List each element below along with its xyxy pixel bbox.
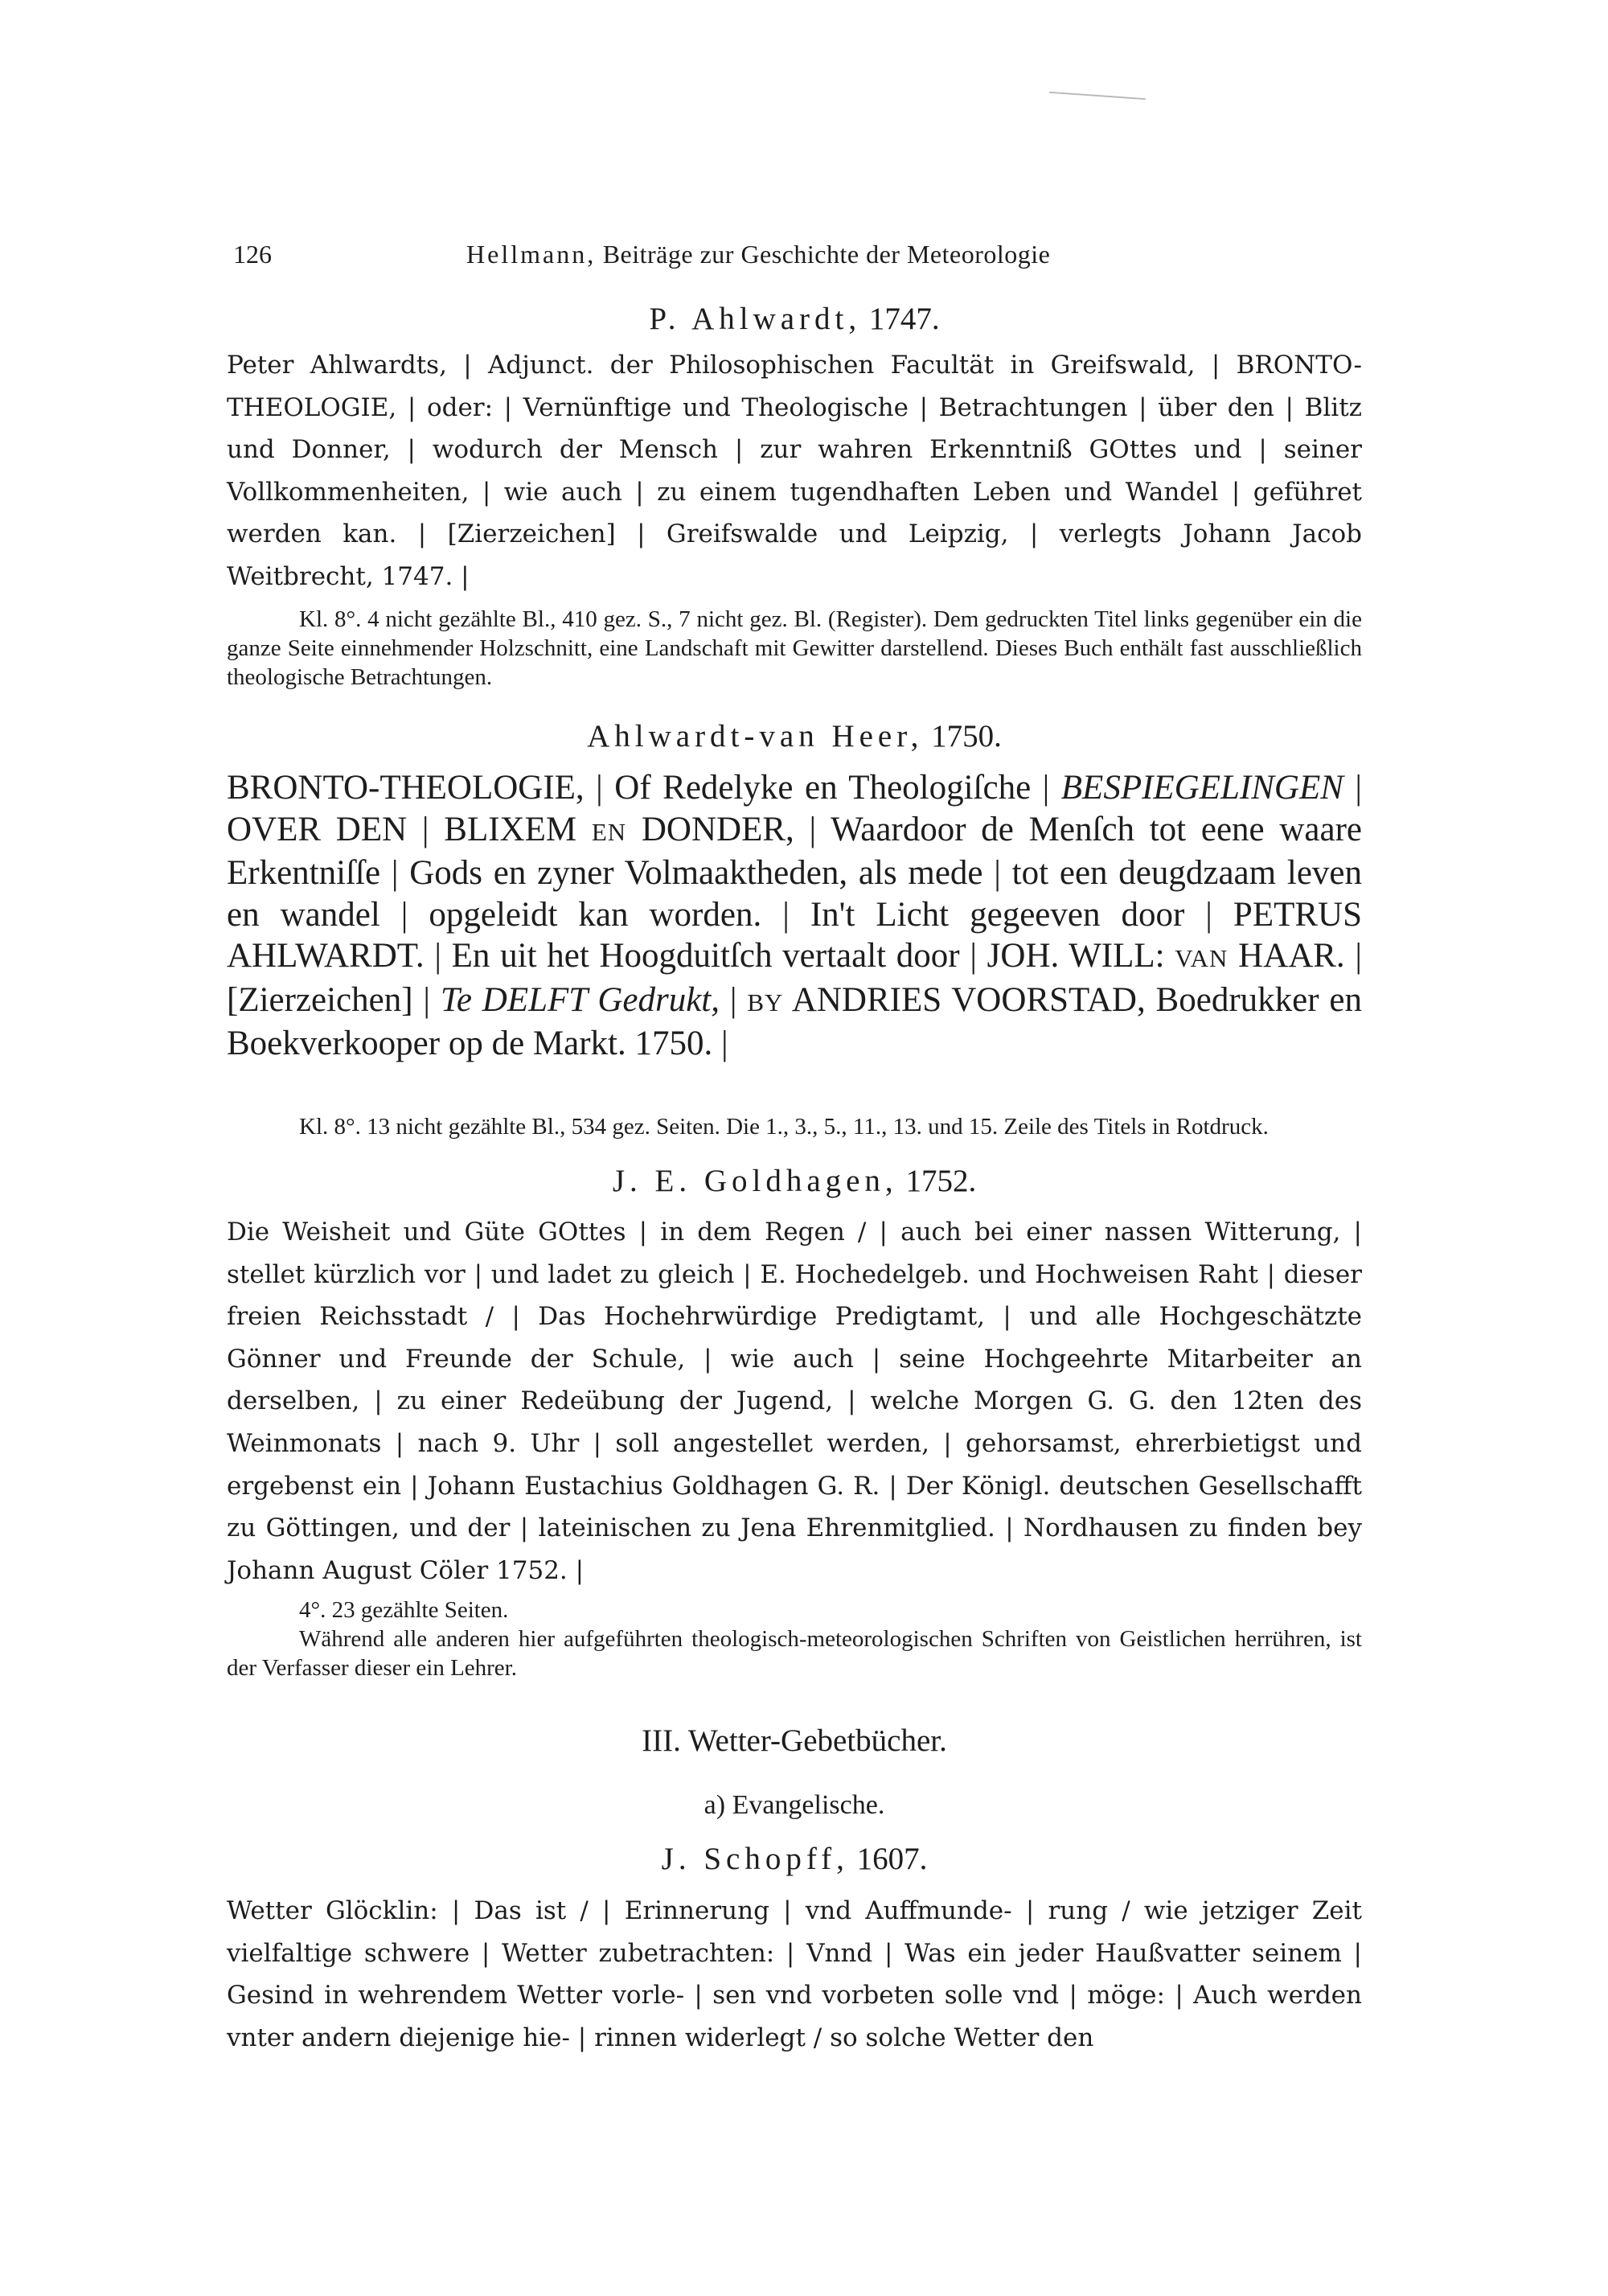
entry-title: [227, 767, 1362, 1065]
section-numeral: III.: [642, 1723, 681, 1758]
entry-title: Die Weisheit und Güte GOttes | in dem Regen / | auch bei einer nassen Witterung, | stellet kürzlich vor | und ladet zu gleich | E. Hochedelgeb. und Hochweisen Raht | dieser freien Reichsstadt / | Das Hochehrwürdige Predigtamt, | und alle Hochgeschätzte Gönner und Freunde der Schule, | wie auch | seine Hochgeehrte Mitarbeiter an derselben, | zu einer Redeübung der Jugend, | welche Morgen G. G. den 12ten des Weinmonats | nach 9. Uhr | soll angestellet werden, | gehorsamst, ehrerbietigst und ergebenst ein | Johann Eustachius Goldhagen G. R. | Der Königl. deutschen Gesellschafft zu Göttingen, und der | lateinischen zu Jena Ehrenmitglied. | Nordhausen zu finden bey Johann August Cöler 1752. |: [227, 1218, 1362, 1585]
entry-note: Während alle anderen hier aufgeführten theologisch-meteorologischen Schriften von Geistlichen herrühren, ist der Verfasser dieser ein Lehrer.: [227, 1626, 1362, 1681]
section-title: Wetter-Gebetbücher.: [687, 1723, 947, 1758]
entry-title: Peter Ahlwardts, | Adjunct. der Philosophischen Facultät in Greifswald, | BRONTO-THEOLOGIE, | oder: | Vernünftige und Theologische | Betrachtungen | über den | Blitz und Donner, | wodurch der Mensch | zur wahren Erkenntniß GOttes und | seiner Vollkommenheiten, | wie auch | zu einem tugendhaften Leben und Wandel | geführet werden kan. | [Zierzeichen] | Greifswalde und Leipzig, | verlegts Johann Jacob Weitbrecht, 1747. |: [227, 351, 1362, 591]
subsection-heading: a) Evangelische.: [704, 1790, 885, 1820]
entry-heading: [227, 718, 1362, 754]
running-header: [233, 240, 1367, 275]
title-part: BRONTO-THEOLOGIE, | Of Redelyke en Theologiſche |: [227, 769, 1061, 807]
entry-author: P. Ahlwardt,: [649, 302, 862, 336]
title-small-caps: VAN: [1175, 944, 1229, 972]
section-heading: [227, 1723, 1362, 1759]
entry-note: Kl. 8°. 13 nicht gezählte Bl., 534 gez. Seiten. Die 1., 3., 5., 11., 13. und 15. Zeile des Titels in Rotdruck.: [299, 1114, 1269, 1140]
title-small-caps: EN: [591, 817, 627, 846]
title-part: HAAR. | [Zierzeichen] |: [227, 937, 1363, 1019]
page-number: 126: [233, 240, 272, 269]
title-part: |: [719, 980, 748, 1019]
scan-mark: [1049, 92, 1146, 100]
running-title-line: [466, 240, 1050, 269]
title-italic: Te DELFT Gedrukt,: [440, 980, 720, 1019]
header-author: Hellmann,: [466, 240, 597, 269]
entry-note: Kl. 8°. 4 nicht gezählte Bl., 410 gez. S., 7 nicht gez. Bl. (Register). Dem gedruckten Titel links gegenüber ein die ganze Seite einnehmender Holzschnitt, eine Landschaft mit Gewitter darstellend. Dieses Buch enthält fast ausschließlich theologische Betrachtungen.: [227, 606, 1362, 690]
entry-year: 1750.: [931, 719, 1002, 754]
entry-author: J. Schopff,: [661, 1842, 849, 1876]
title-italic: BESPIEGELINGEN: [1060, 769, 1343, 807]
title-small-caps: BY: [747, 988, 784, 1017]
entry-heading: [227, 301, 1362, 337]
entry-heading: [227, 1841, 1362, 1877]
entry-author: J. E. Goldhagen,: [612, 1164, 898, 1198]
title-part: DONDER, | Waardoor de Menſch tot eene waare Erkentniſſe | Gods en zyner Volmaaktheden, als mede | tot een deugdzaam leven en wandel | opgeleidt kan worden. | In't Licht gegeeven door | PETRUS AHLWARDT. | En uit het Hoogduitſch vertaalt door | JOH. WILL:: [227, 810, 1362, 975]
title-part: ANDRIES VOORSTAD, Boedrukker en Boekverkooper op de Markt. 1750. |: [227, 980, 1362, 1062]
header-title: Beiträge zur Geschichte der Meteorologie: [602, 240, 1051, 269]
title-part: | OVER DEN | BLIXEM: [227, 769, 1363, 848]
entry-year: 1747.: [868, 302, 940, 336]
entry-title: Wetter Glöcklin: | Das ist / | Erinnerung | vnd Auffmunde- | rung / wie jetziger Zeit vielfaltige schwere | Wetter zubetrachten: | Vnnd | Was ein jeder Haußvatter seinem | Gesind in wehrendem Wetter vorle- | sen vnd vorbeten solle vnd | möge: | Auch werden vnter andern diejenige hie- | rinnen widerlegt / so solche Wetter den: [227, 1896, 1362, 2052]
entry-note: 4°. 23 gezählte Seiten.: [299, 1597, 509, 1623]
entry-year: 1607.: [856, 1842, 928, 1876]
entry-author: Ahlwardt-van Heer,: [587, 719, 924, 754]
entry-heading: [227, 1163, 1362, 1199]
entry-year: 1752.: [905, 1164, 977, 1198]
